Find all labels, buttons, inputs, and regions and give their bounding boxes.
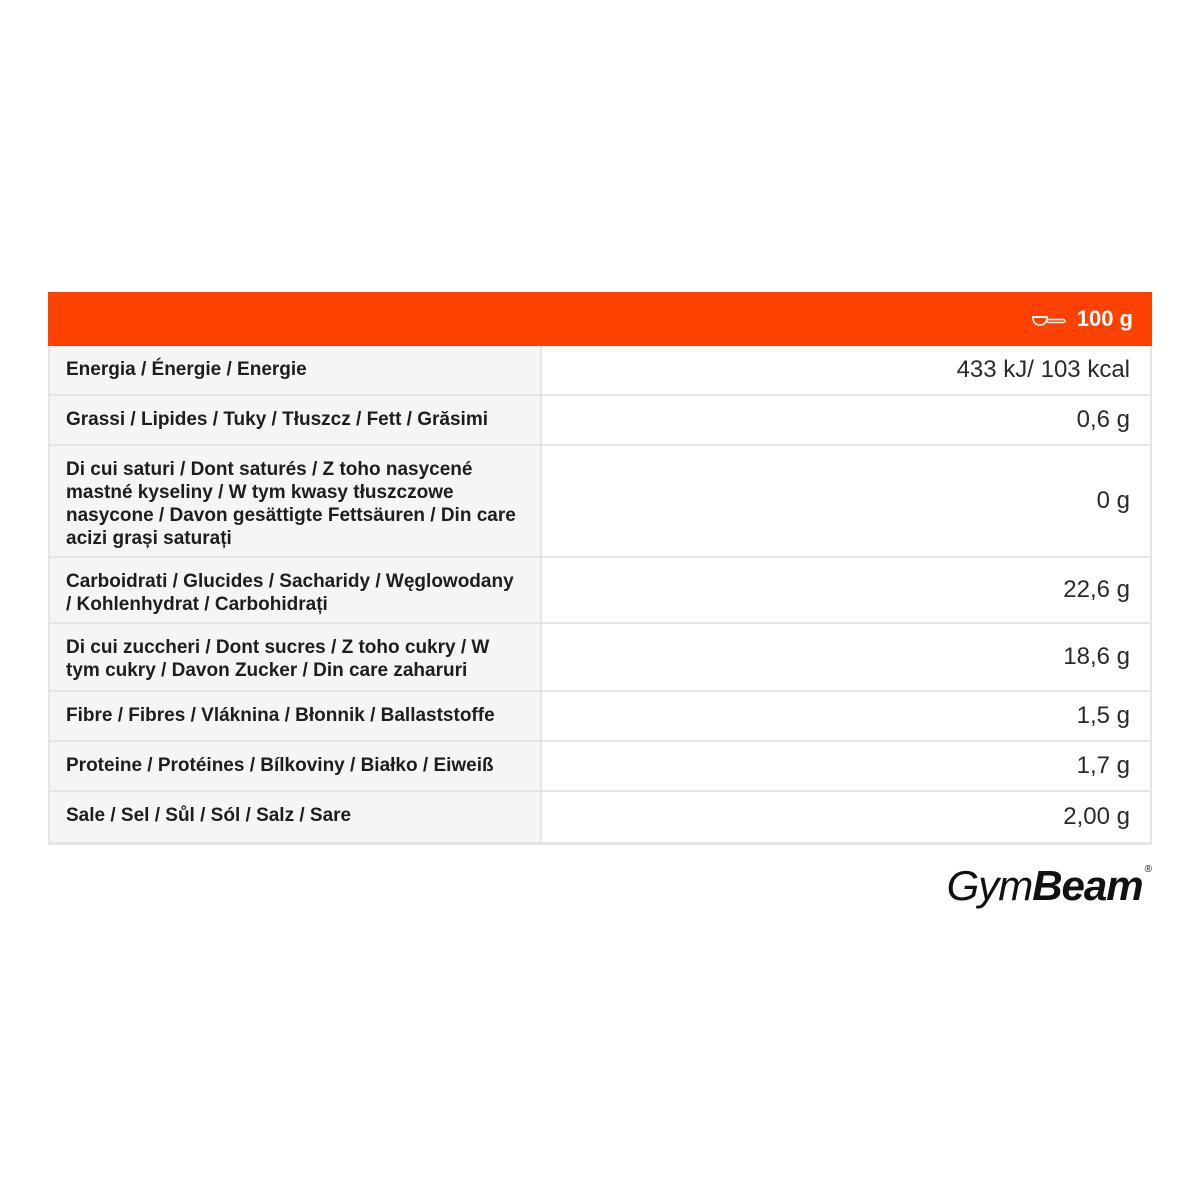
nutrient-label: Di cui saturi / Dont saturés / Z toho nasycené mastné kyseliny / W tym kwasy tłuszczowe nasycone / Davon gesättigte Fettsäuren / Din care acizi grași saturați	[50, 446, 542, 556]
nutrient-value: 18,6 g	[542, 624, 1150, 690]
table-row-fat	[50, 396, 1150, 446]
table-row-sugars	[50, 624, 1150, 692]
nutrient-label: Di cui zuccheri / Dont sucres / Z toho cukry / W tym cukry / Davon Zucker / Din care zaharuri	[50, 624, 542, 690]
nutrient-label: Proteine / Protéines / Bílkoviny / Białko / Eiweiß	[50, 742, 542, 790]
logo-text-light: Gym	[946, 862, 1033, 909]
table-row-protein	[50, 742, 1150, 792]
nutrient-label: Carboidrati / Glucides / Sacharidy / Węglowodany / Kohlenhydrat / Carbohidrați	[50, 558, 542, 622]
nutrient-value: 433 kJ/ 103 kcal	[542, 346, 1150, 394]
nutrient-value: 0,6 g	[542, 396, 1150, 444]
table-row-fibre	[50, 692, 1150, 742]
nutrient-label: Sale / Sel / Sůl / Sól / Salz / Sare	[50, 792, 542, 842]
logo-text-bold: Beam	[1032, 862, 1143, 909]
nutrient-value: 1,5 g	[542, 692, 1150, 740]
table-row-carbohydrates	[50, 558, 1150, 624]
registered-mark: ®	[1144, 864, 1152, 875]
nutrition-rows	[48, 346, 1152, 845]
nutrient-label: Fibre / Fibres / Vláknina / Błonnik / Ballaststoffe	[50, 692, 542, 740]
table-header	[48, 292, 1152, 346]
serving-size-label: 100 g	[1076, 306, 1133, 331]
nutrient-value: 0 g	[542, 446, 1150, 556]
serving-size	[1031, 306, 1133, 332]
table-row-energy	[50, 346, 1150, 396]
nutrient-value: 2,00 g	[542, 792, 1150, 842]
nutrition-table	[48, 292, 1152, 845]
nutrient-label: Grassi / Lipides / Tuky / Tłuszcz / Fett / Grăsimi	[50, 396, 542, 444]
table-row-saturated-fat	[50, 446, 1150, 558]
nutrient-label: Energia / Énergie / Energie	[50, 346, 542, 394]
nutrient-value: 1,7 g	[542, 742, 1150, 790]
table-row-salt	[50, 792, 1150, 842]
scoop-icon	[1031, 310, 1067, 328]
gymbeam-logo	[947, 862, 1152, 910]
nutrient-value: 22,6 g	[542, 558, 1150, 622]
